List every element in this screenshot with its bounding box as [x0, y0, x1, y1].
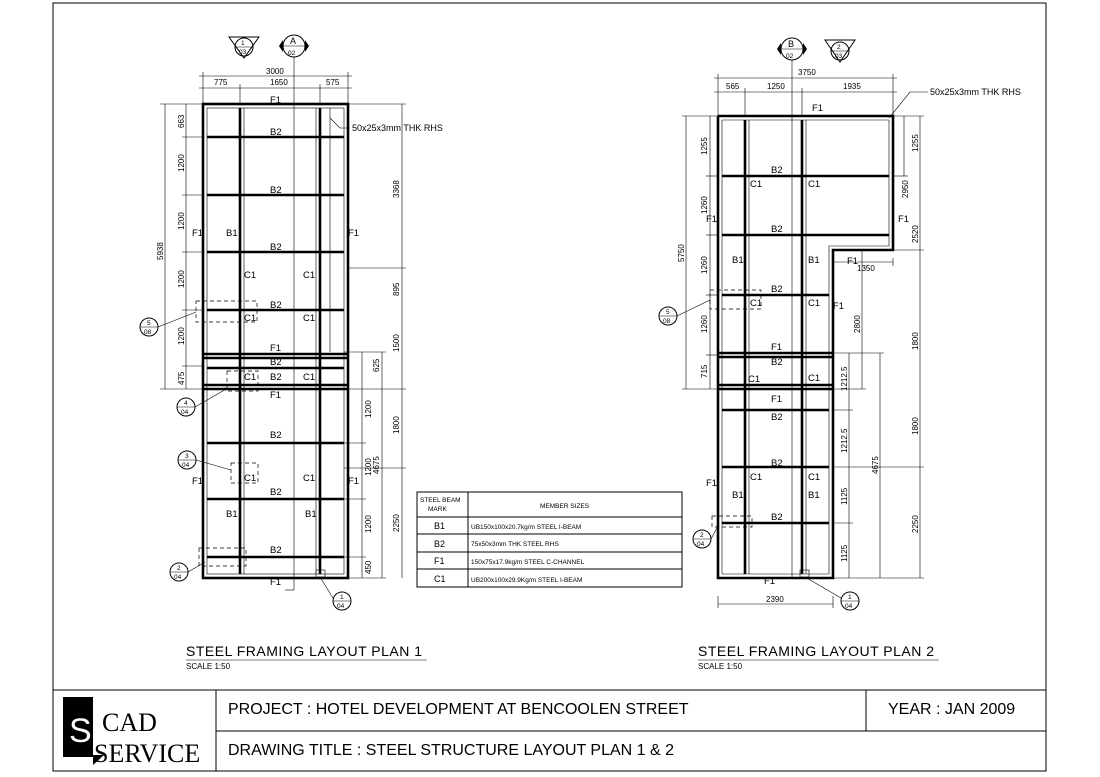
- member-schedule-table: [417, 492, 682, 587]
- schedule-mark: B1: [434, 521, 446, 531]
- label-b1: B1: [226, 228, 238, 239]
- svg-text:1200: 1200: [364, 458, 373, 476]
- svg-text:08: 08: [144, 329, 152, 336]
- label-f1: F1: [192, 476, 204, 487]
- label-c1: C1: [748, 374, 761, 385]
- svg-text:1125: 1125: [840, 487, 849, 505]
- svg-text:04: 04: [182, 462, 190, 469]
- svg-text:3368: 3368: [392, 180, 401, 198]
- label-b2: B2: [270, 372, 282, 383]
- label-c1: C1: [303, 270, 316, 281]
- svg-text:04: 04: [697, 541, 705, 548]
- label-b2: B2: [270, 242, 282, 253]
- plan-1-detail-marker-1: [316, 570, 351, 610]
- schedule-size: 75x50x3mm THK STEEL RHS: [471, 541, 559, 548]
- svg-text:1200: 1200: [177, 270, 186, 288]
- label-f1: F1: [270, 95, 282, 106]
- label-b2: B2: [270, 430, 282, 441]
- svg-text:2: 2: [837, 44, 841, 51]
- label-b2: B2: [270, 127, 282, 138]
- label-c1: C1: [808, 373, 821, 384]
- svg-text:04: 04: [174, 574, 182, 581]
- svg-text:1800: 1800: [911, 417, 920, 435]
- plan-1-detail-marker-3: [178, 451, 231, 470]
- svg-text:1650: 1650: [270, 78, 288, 87]
- schedule-mark: C1: [434, 574, 446, 584]
- svg-text:2: 2: [700, 532, 704, 539]
- schedule-header-sizes: MEMBER SIZES: [540, 503, 590, 510]
- svg-text:2520: 2520: [911, 225, 920, 243]
- schedule-header-mark-2: MARK: [428, 506, 447, 513]
- plan-2-title-block: [698, 643, 939, 671]
- logo: [63, 697, 200, 768]
- svg-text:1935: 1935: [843, 82, 861, 91]
- svg-text:1260: 1260: [700, 196, 709, 214]
- drawing-title: DRAWING TITLE : STEEL STRUCTURE LAYOUT PLAN 1 & 2: [228, 742, 675, 759]
- plan-2-left-dimensions: [677, 116, 718, 389]
- label-c1: C1: [244, 313, 257, 324]
- label-c1: C1: [244, 270, 257, 281]
- svg-text:B: B: [788, 39, 795, 49]
- project-name: PROJECT : HOTEL DEVELOPMENT AT BENCOOLEN STREET: [228, 701, 689, 718]
- label-f1: F1: [847, 256, 859, 267]
- svg-text:5: 5: [147, 320, 151, 327]
- svg-text:02: 02: [288, 50, 296, 57]
- label-b2: B2: [771, 512, 783, 523]
- svg-text:1255: 1255: [700, 137, 709, 155]
- plan-1-detail-marker-2: [170, 562, 205, 581]
- label-c1: C1: [303, 313, 316, 324]
- label-f1: F1: [706, 478, 718, 489]
- plan-2-callout: [889, 87, 1021, 118]
- label-f1: F1: [270, 577, 282, 588]
- label-f1: F1: [706, 214, 718, 225]
- label-b2: B2: [771, 357, 783, 368]
- label-f1: F1: [771, 394, 783, 405]
- svg-text:1: 1: [340, 594, 344, 601]
- svg-text:S: S: [69, 712, 92, 750]
- label-f1: F1: [898, 214, 910, 225]
- plan-2-section-marker-b: [777, 38, 807, 60]
- svg-text:895: 895: [392, 282, 401, 296]
- svg-text:1212.5: 1212.5: [840, 366, 849, 391]
- svg-text:1800: 1800: [392, 416, 401, 434]
- svg-text:575: 575: [326, 78, 340, 87]
- svg-text:1255: 1255: [911, 134, 920, 152]
- label-b1: B1: [226, 509, 238, 520]
- label-b2: B2: [771, 458, 783, 469]
- svg-text:2: 2: [177, 565, 181, 572]
- label-c1: C1: [808, 472, 821, 483]
- label-b2: B2: [270, 185, 282, 196]
- svg-text:1350: 1350: [857, 264, 875, 273]
- svg-text:1200: 1200: [177, 154, 186, 172]
- label-b1: B1: [808, 255, 820, 266]
- svg-text:04: 04: [181, 409, 189, 416]
- label-c1: C1: [808, 298, 821, 309]
- label-b2: B2: [270, 357, 282, 368]
- svg-text:08: 08: [663, 318, 671, 325]
- plan-1-scale: SCALE 1:50: [186, 662, 231, 671]
- label-c1: C1: [750, 179, 763, 190]
- label-c1: C1: [750, 472, 763, 483]
- svg-text:475: 475: [177, 371, 186, 385]
- label-f1: F1: [771, 342, 783, 353]
- svg-text:1250: 1250: [767, 82, 785, 91]
- svg-text:1200: 1200: [364, 515, 373, 533]
- schedule-size: UB200x100x29.9Kg/m STEEL I-BEAM: [471, 577, 583, 584]
- label-c1: C1: [244, 473, 257, 484]
- label-b2: B2: [270, 545, 282, 556]
- plan-2-detail-marker-top: [825, 40, 855, 62]
- svg-text:4675: 4675: [871, 456, 880, 474]
- label-b2: B2: [771, 284, 783, 295]
- label-c1: C1: [808, 179, 821, 190]
- label-b2: B2: [771, 412, 783, 423]
- plan-1-title-block: [186, 643, 427, 671]
- svg-text:4675: 4675: [372, 456, 381, 474]
- svg-text:715: 715: [700, 364, 709, 378]
- label-c1: C1: [303, 473, 316, 484]
- svg-text:50x25x3mm THK RHS: 50x25x3mm THK RHS: [352, 123, 443, 133]
- label-b2: B2: [771, 224, 783, 235]
- svg-text:04: 04: [845, 603, 853, 610]
- plan-1-detail-marker-top: [229, 37, 259, 58]
- svg-text:3750: 3750: [798, 68, 816, 77]
- svg-text:03: 03: [239, 49, 247, 56]
- svg-text:625: 625: [372, 358, 381, 372]
- svg-text:5938: 5938: [156, 242, 165, 260]
- svg-text:4: 4: [184, 400, 188, 407]
- svg-text:1125: 1125: [840, 544, 849, 562]
- svg-text:2250: 2250: [911, 515, 920, 533]
- label-c1: C1: [750, 298, 763, 309]
- svg-text:5: 5: [666, 309, 670, 316]
- label-f1: F1: [192, 228, 204, 239]
- schedule-header-mark-1: STEEL BEAM: [420, 497, 461, 504]
- svg-text:04: 04: [337, 603, 345, 610]
- label-f1: F1: [348, 228, 360, 239]
- svg-text:3: 3: [185, 453, 189, 460]
- svg-text:1200: 1200: [364, 400, 373, 418]
- plan-1-detail-marker-5: [140, 312, 196, 336]
- label-f1: F1: [270, 343, 282, 354]
- label-b1: B1: [732, 255, 744, 266]
- label-f1: F1: [348, 476, 360, 487]
- svg-text:2950: 2950: [901, 180, 910, 198]
- label-f1: F1: [812, 103, 824, 114]
- svg-text:03: 03: [835, 53, 843, 60]
- plan-1-title: STEEL FRAMING LAYOUT PLAN 1: [186, 643, 423, 659]
- svg-text:775: 775: [214, 78, 228, 87]
- plan-1-labels: [192, 95, 359, 588]
- schedule-size: UB150x100x20.7kg/m STEEL I-BEAM: [471, 524, 582, 531]
- svg-text:1500: 1500: [392, 334, 401, 352]
- svg-text:1200: 1200: [177, 212, 186, 230]
- plan-2-detail-marker-2: [693, 526, 718, 548]
- plan-2-top-dimensions: [714, 68, 897, 116]
- svg-text:1260: 1260: [700, 315, 709, 333]
- svg-text:1: 1: [848, 594, 852, 601]
- plan-2-scale: SCALE 1:50: [698, 662, 743, 671]
- label-f1: F1: [833, 301, 845, 312]
- svg-text:2390: 2390: [766, 595, 784, 604]
- label-b1: B1: [808, 490, 820, 501]
- svg-text:SERVICE: SERVICE: [94, 739, 201, 768]
- svg-text:450: 450: [364, 560, 373, 574]
- label-c1: C1: [303, 372, 316, 383]
- plan-2-title: STEEL FRAMING LAYOUT PLAN 2: [698, 643, 935, 659]
- drawing-year: YEAR : JAN 2009: [888, 701, 1016, 718]
- svg-text:1260: 1260: [700, 256, 709, 274]
- label-b2: B2: [270, 300, 282, 311]
- svg-text:1212.5: 1212.5: [840, 428, 849, 453]
- svg-text:2800: 2800: [853, 315, 862, 333]
- label-b2: B2: [771, 165, 783, 176]
- schedule-mark: F1: [434, 556, 445, 566]
- label-b2: B2: [270, 487, 282, 498]
- svg-text:3000: 3000: [266, 67, 284, 76]
- svg-text:1200: 1200: [177, 327, 186, 345]
- svg-text:50x25x3mm THK RHS: 50x25x3mm THK RHS: [930, 87, 1021, 97]
- svg-text:CAD: CAD: [102, 708, 157, 737]
- svg-text:1: 1: [241, 40, 245, 47]
- svg-text:2250: 2250: [392, 514, 401, 532]
- svg-text:565: 565: [726, 82, 740, 91]
- svg-text:5750: 5750: [677, 244, 686, 262]
- label-b1: B1: [732, 490, 744, 501]
- label-b1: B1: [305, 509, 317, 520]
- label-f1: F1: [270, 390, 282, 401]
- schedule-mark: B2: [434, 539, 446, 549]
- plan-1-left-dimensions: [156, 104, 203, 389]
- label-c1: C1: [244, 372, 257, 383]
- label-f1: F1: [764, 576, 776, 587]
- svg-text:1800: 1800: [911, 332, 920, 350]
- svg-text:A: A: [290, 36, 297, 46]
- svg-text:02: 02: [786, 53, 794, 60]
- plan-1-section-marker-a: [279, 35, 309, 57]
- schedule-size: 150x75x17.9kg/m STEEL C-CHANNEL: [471, 559, 585, 566]
- plan-1-right-dimensions: [344, 104, 406, 578]
- svg-text:663: 663: [177, 114, 186, 128]
